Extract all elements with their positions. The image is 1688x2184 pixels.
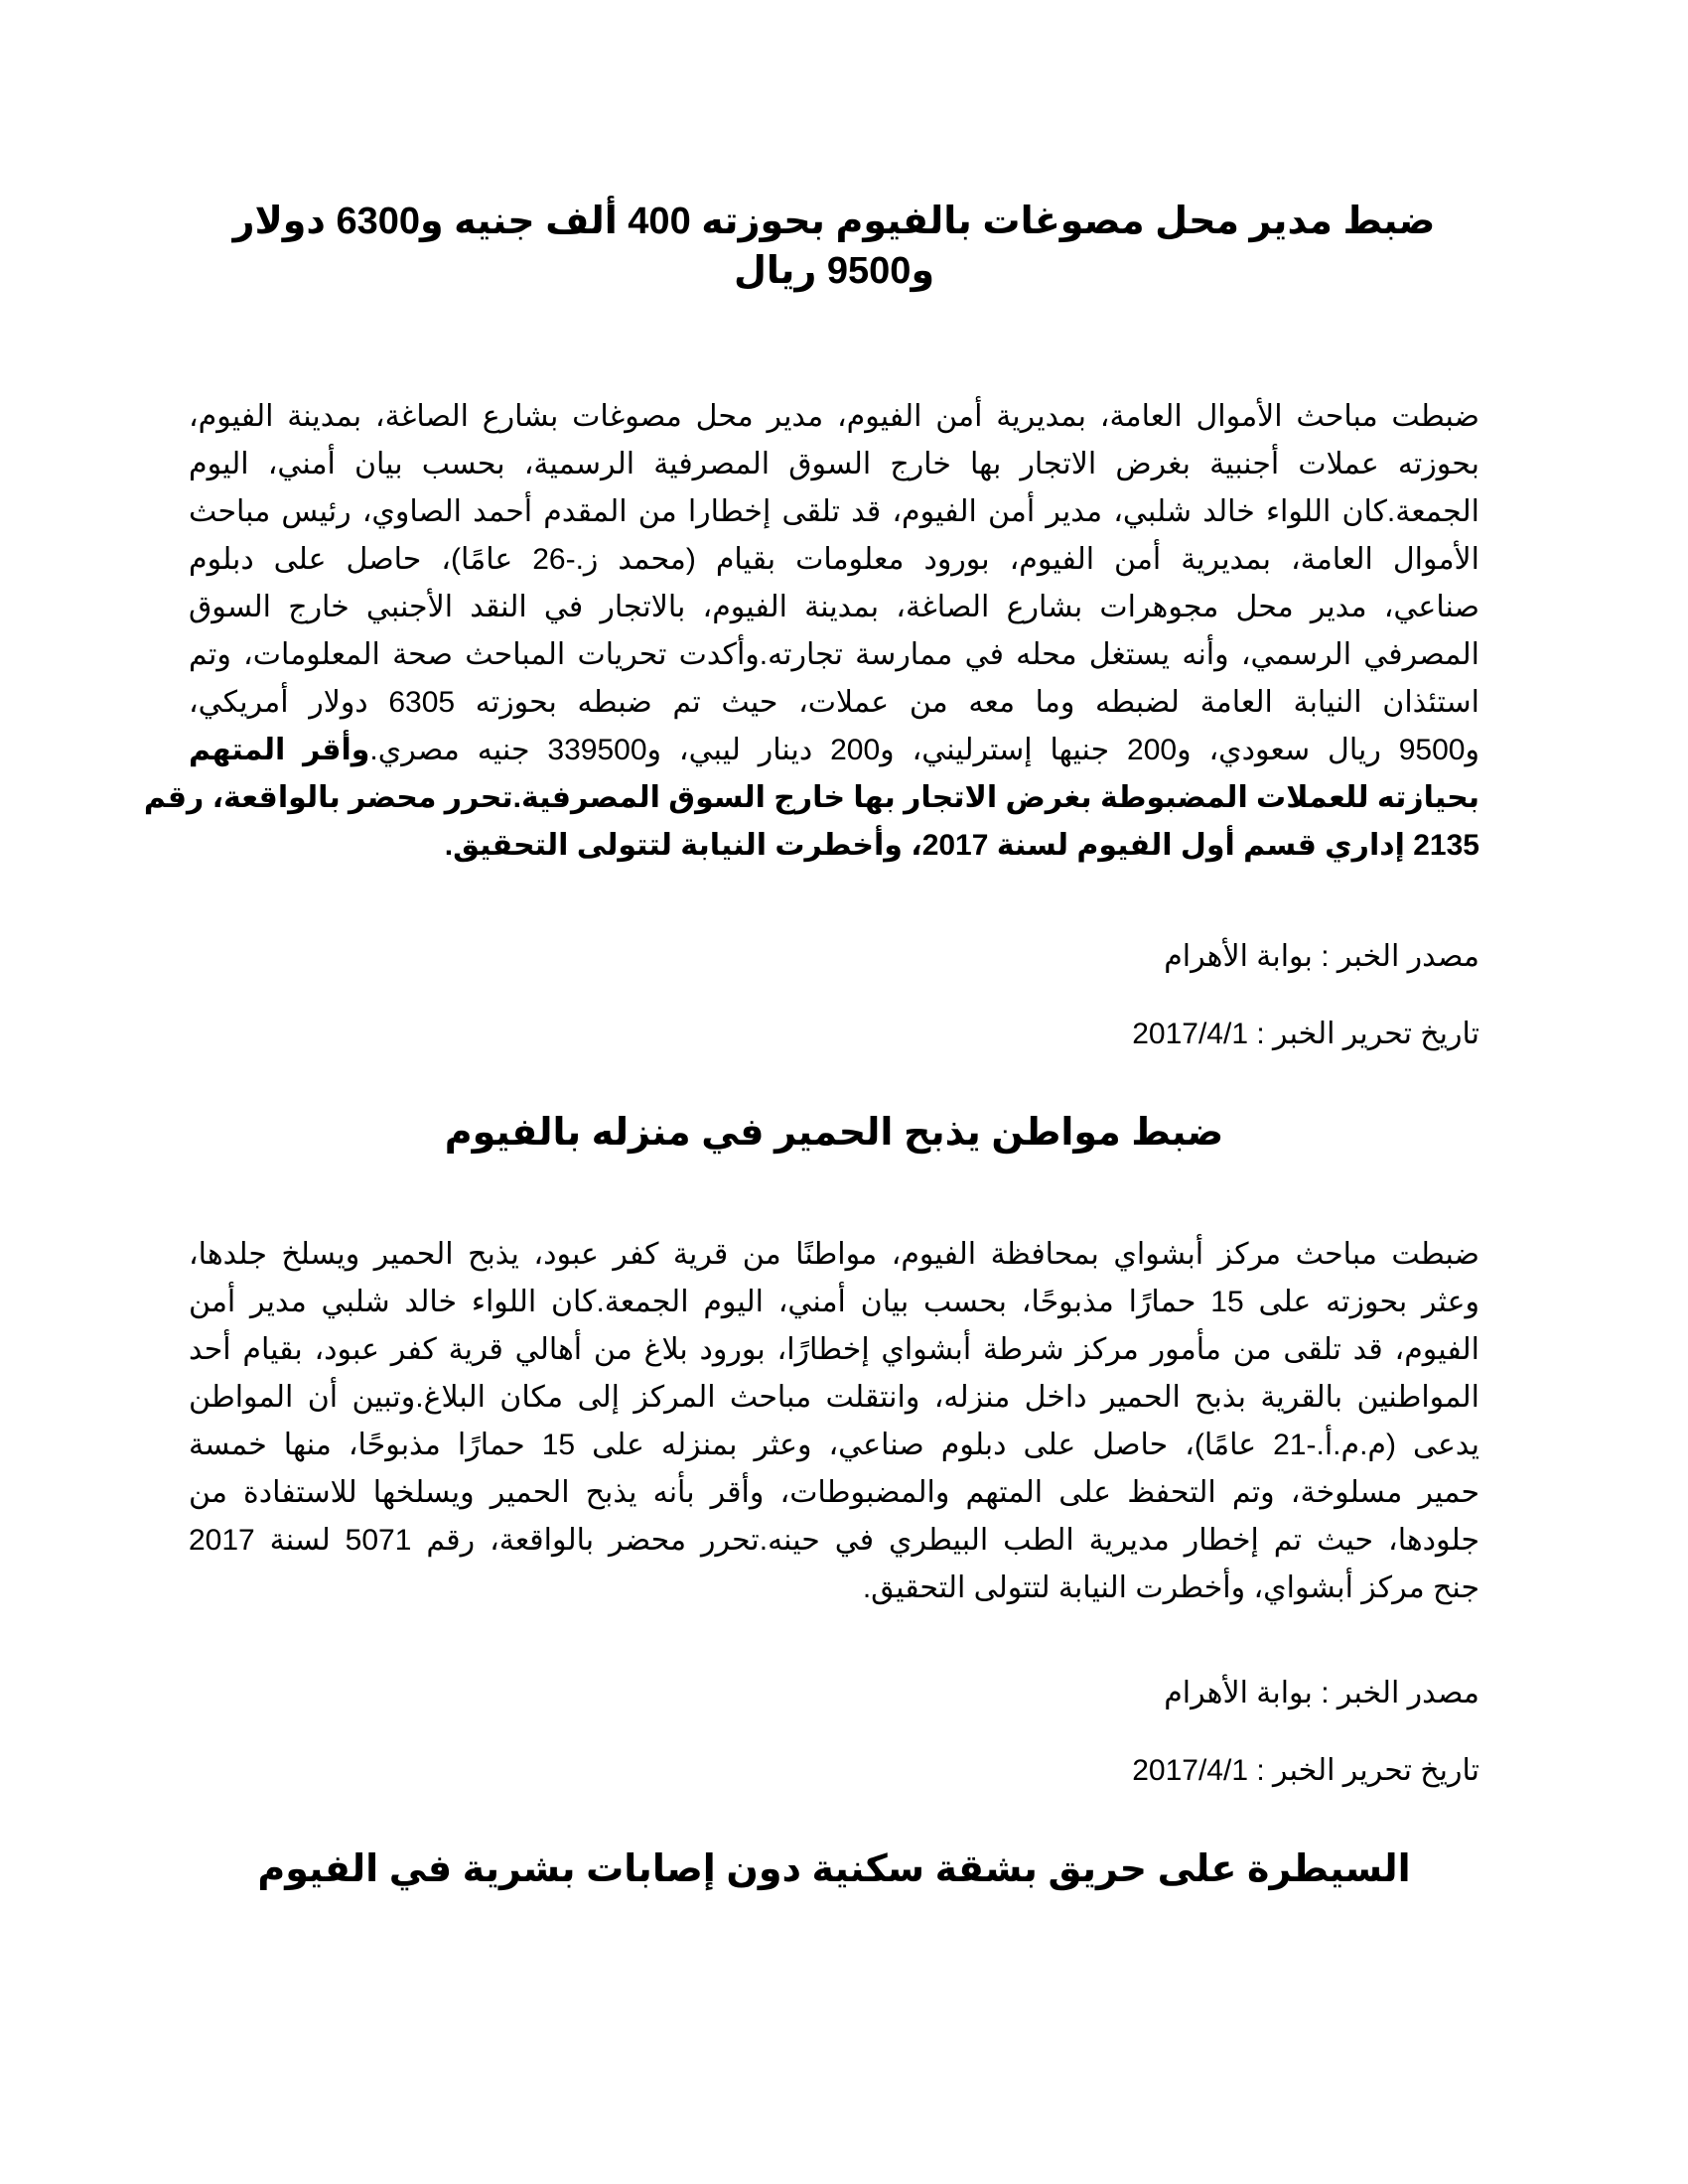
article-1-body-line: بحوزته عملات أجنبية بغرض الاتجار بها خارج السوق المصرفية الرسمية، بحسب بيان أمني، اليوم [189, 448, 1479, 480]
article-2-body-line: جنح مركز أبشواي، وأخطرت النيابة لتتولى التحقيق. [862, 1571, 1479, 1604]
article-2-title [189, 1108, 1479, 1158]
article-1-body-mixed-line [189, 727, 1479, 774]
article-1-source: مصدر الخبر : بوابة الأهرام [1164, 940, 1479, 973]
document-page [143, 0, 1479, 2184]
article-1-body-normal-segment: و9500 ريال سعودي، و200 جنيها إسترليني، و200 دينار ليبي، و339500 جنيه مصري. [369, 734, 1479, 766]
article-2-body-line: وعثر بحوزته على 15 حمارًا مذبوحًا، بحسب بيان أمني، اليوم الجمعة.كان اللواء خالد شلبي مدير أمن [189, 1286, 1479, 1318]
article-2-body-line: حمير مسلوخة، وتم التحفظ على المتهم والمضبوطات، وأقر بأنه يذبح الحمير ويسلخها للاستفادة من [189, 1476, 1479, 1509]
article-1-body-line: الجمعة.كان اللواء خالد شلبي، مدير أمن الفيوم، قد تلقى إخطارا من المقدم أحمد الصاوي، رئيس مباحث [189, 495, 1479, 528]
article-1-body [143, 393, 1479, 870]
article-1-body-line: المصرفي الرسمي، وأنه يستغل محله في ممارسة تجارته.وأكدت تحريات المباحث صحة المعلومات، وتم [189, 638, 1479, 671]
article-1-body-line: الأموال العامة، بمديرية أمن الفيوم، بورود معلومات بقيام (محمد ز.-26 عامًا)، حاصل على دبلوم [189, 543, 1479, 576]
article-2-body-line: المواطنين بالقرية بذبح الحمير داخل منزله، وانتقلت مباحث المركز إلى مكان البلاغ.وتبين أن المواطن [189, 1381, 1479, 1414]
article-1-date: تاريخ تحرير الخبر : 2017/4/1 [1132, 1018, 1479, 1050]
article-1-title [189, 197, 1479, 296]
article-1-body-bold-line: 2135 إداري قسم أول الفيوم لسنة 2017، وأخطرت النيابة لتتولى التحقيق. [444, 829, 1479, 862]
article-1-body-line: ضبطت مباحث الأموال العامة، بمديرية أمن الفيوم، مدير محل مصوغات بشارع الصاغة، بمدينة الفيوم، [189, 400, 1479, 433]
article-2-body-line: الفيوم، قد تلقى من مأمور مركز شرطة أبشواي إخطارًا، بورود بلاغ من أهالي قرية كفر عبود، بقيام أحد [189, 1333, 1479, 1366]
article-2-body-line: يدعى (م.م.أ.-21 عامًا)، حاصل على دبلوم صناعي، وعثر بمنزله على 15 حمارًا مذبوحًا، منها خمسة [189, 1429, 1479, 1461]
article-1-title-line-1: ضبط مدير محل مصوغات بالفيوم بحوزته 400 ألف جنيه و6300 دولار [232, 201, 1436, 242]
article-1-body-bold-line: بحيازته للعملات المضبوطة بغرض الاتجار بها خارج السوق المصرفية.تحرر محضر بالواقعة، رقم [143, 781, 1479, 814]
article-1-title-line-2: و9500 ريال [733, 250, 935, 292]
article-3-title [189, 1844, 1479, 1894]
article-1-body-bold-segment: وأقر المتهم [189, 734, 370, 766]
article-2-date: تاريخ تحرير الخبر : 2017/4/1 [1132, 1754, 1479, 1787]
article-2-title-line-1: ضبط مواطن يذبح الحمير في منزله بالفيوم [444, 1112, 1224, 1154]
article-1-body-line: استئذان النيابة العامة لضبطه وما معه من عملات، حيث تم ضبطه بحوزته 6305 دولار أمريكي، [189, 686, 1479, 719]
article-2-body-line: جلودها، حيث تم إخطار مديرية الطب البيطري في حينه.تحرر محضر بالواقعة، رقم 5071 لسنة 2017 [189, 1524, 1479, 1557]
article-1-body-line: صناعي، مدير محل مجوهرات بشارع الصاغة، بمدينة الفيوم، بالاتجار في النقد الأجنبي خارج السوق [189, 591, 1479, 623]
article-2-body [189, 1231, 1479, 1612]
article-2-body-line: ضبطت مباحث مركز أبشواي بمحافظة الفيوم، مواطنًا من قرية كفر عبود، يذبح الحمير ويسلخ جلدها، [189, 1238, 1479, 1271]
article-2-source: مصدر الخبر : بوابة الأهرام [1164, 1677, 1479, 1709]
article-3-title-line-1: السيطرة على حريق بشقة سكنية دون إصابات بشرية في الفيوم [257, 1848, 1411, 1890]
